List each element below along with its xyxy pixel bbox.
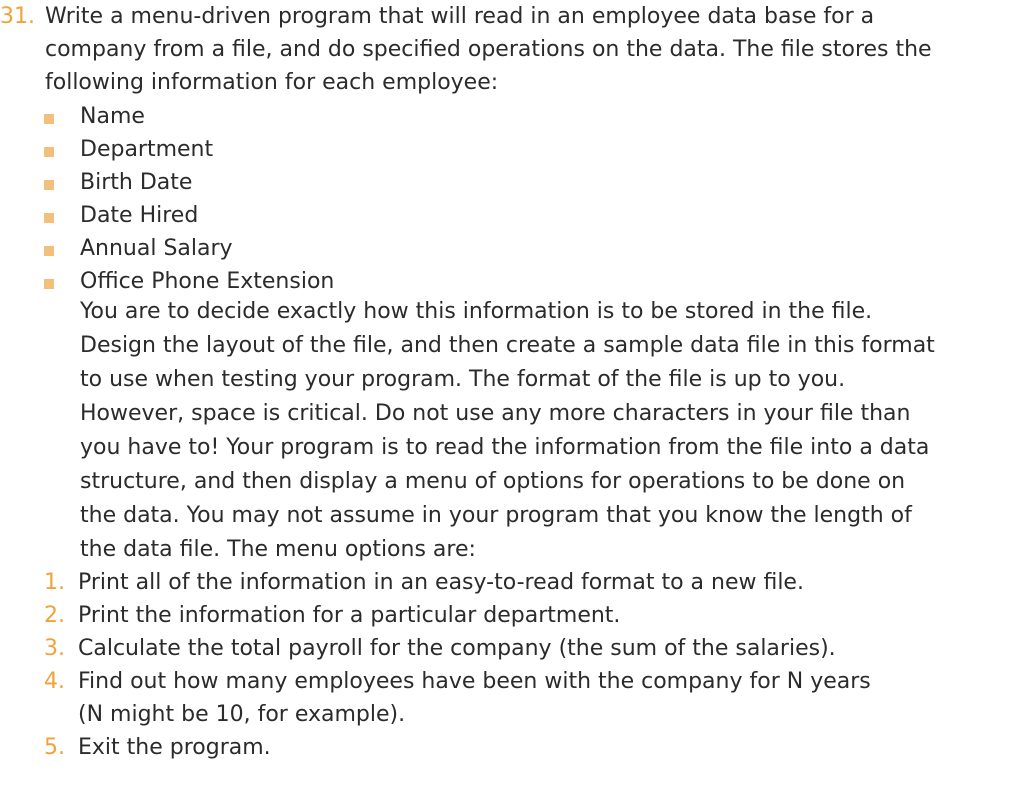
field-label: Office Phone Extension (80, 269, 335, 294)
field-item-name (0, 100, 1024, 133)
field-label: Annual Salary (80, 236, 233, 261)
field-label: Name (80, 104, 145, 129)
intro-line: following information for each employee: (45, 70, 499, 95)
details-line: Design the layout of the file, and then create a sample data file in this format (80, 333, 935, 358)
intro-line: Write a menu-driven program that will read in an employee data base for a (45, 4, 875, 29)
option-text (78, 665, 1024, 731)
exercise-details (80, 295, 935, 567)
option-line: (N might be 10, for example). (78, 702, 406, 727)
option-text (78, 632, 1024, 665)
square-bullet-icon (44, 246, 54, 256)
square-bullet-icon (44, 180, 54, 190)
intro-line: company from a file, and do specified operations on the data. The file stores the (45, 37, 932, 62)
option-text (78, 599, 1024, 632)
option-line: Find out how many employees have been with the company for N years (78, 669, 871, 694)
menu-option-item (0, 599, 1024, 632)
details-line: structure, and then display a menu of options for operations to be done on (80, 469, 906, 494)
square-bullet-icon (44, 147, 54, 157)
exercise-intro (45, 0, 932, 99)
option-number: 4. (44, 669, 65, 694)
field-item-department (0, 133, 1024, 166)
exercise-number: 31. (0, 4, 35, 29)
option-number: 1. (44, 570, 65, 595)
option-line: Print all of the information in an easy-to-read format to a new file. (78, 570, 804, 595)
details-line: However, space is critical. Do not use any more characters in your file than (80, 401, 911, 426)
option-number: 5. (44, 735, 65, 760)
option-number: 2. (44, 603, 65, 628)
menu-option-item (0, 566, 1024, 599)
option-text (78, 731, 1024, 764)
menu-option-item (0, 665, 1024, 731)
details-line: You are to decide exactly how this information is to be stored in the file. (80, 299, 873, 324)
menu-options-list (0, 566, 1024, 764)
field-item-annual-salary (0, 232, 1024, 265)
option-line: Calculate the total payroll for the company (the sum of the salaries). (78, 636, 836, 661)
field-item-birth-date (0, 166, 1024, 199)
square-bullet-icon (44, 279, 54, 289)
square-bullet-icon (44, 114, 54, 124)
square-bullet-icon (44, 213, 54, 223)
employee-fields-list (0, 100, 1024, 298)
field-item-date-hired (0, 199, 1024, 232)
field-label: Department (80, 137, 214, 162)
details-line: to use when testing your program. The format of the file is up to you. (80, 367, 846, 392)
option-line: Print the information for a particular department. (78, 603, 621, 628)
details-line: the data file. The menu options are: (80, 537, 476, 562)
option-line: Exit the program. (78, 735, 271, 760)
field-label: Date Hired (80, 203, 199, 228)
details-line: you have to! Your program is to read the information from the file into a data (80, 435, 930, 460)
option-text (78, 566, 1024, 599)
option-number: 3. (44, 636, 65, 661)
field-item-office-phone-extension (0, 265, 1024, 298)
details-line: the data. You may not assume in your program that you know the length of (80, 503, 912, 528)
field-label: Birth Date (80, 170, 193, 195)
menu-option-item (0, 731, 1024, 764)
menu-option-item (0, 632, 1024, 665)
